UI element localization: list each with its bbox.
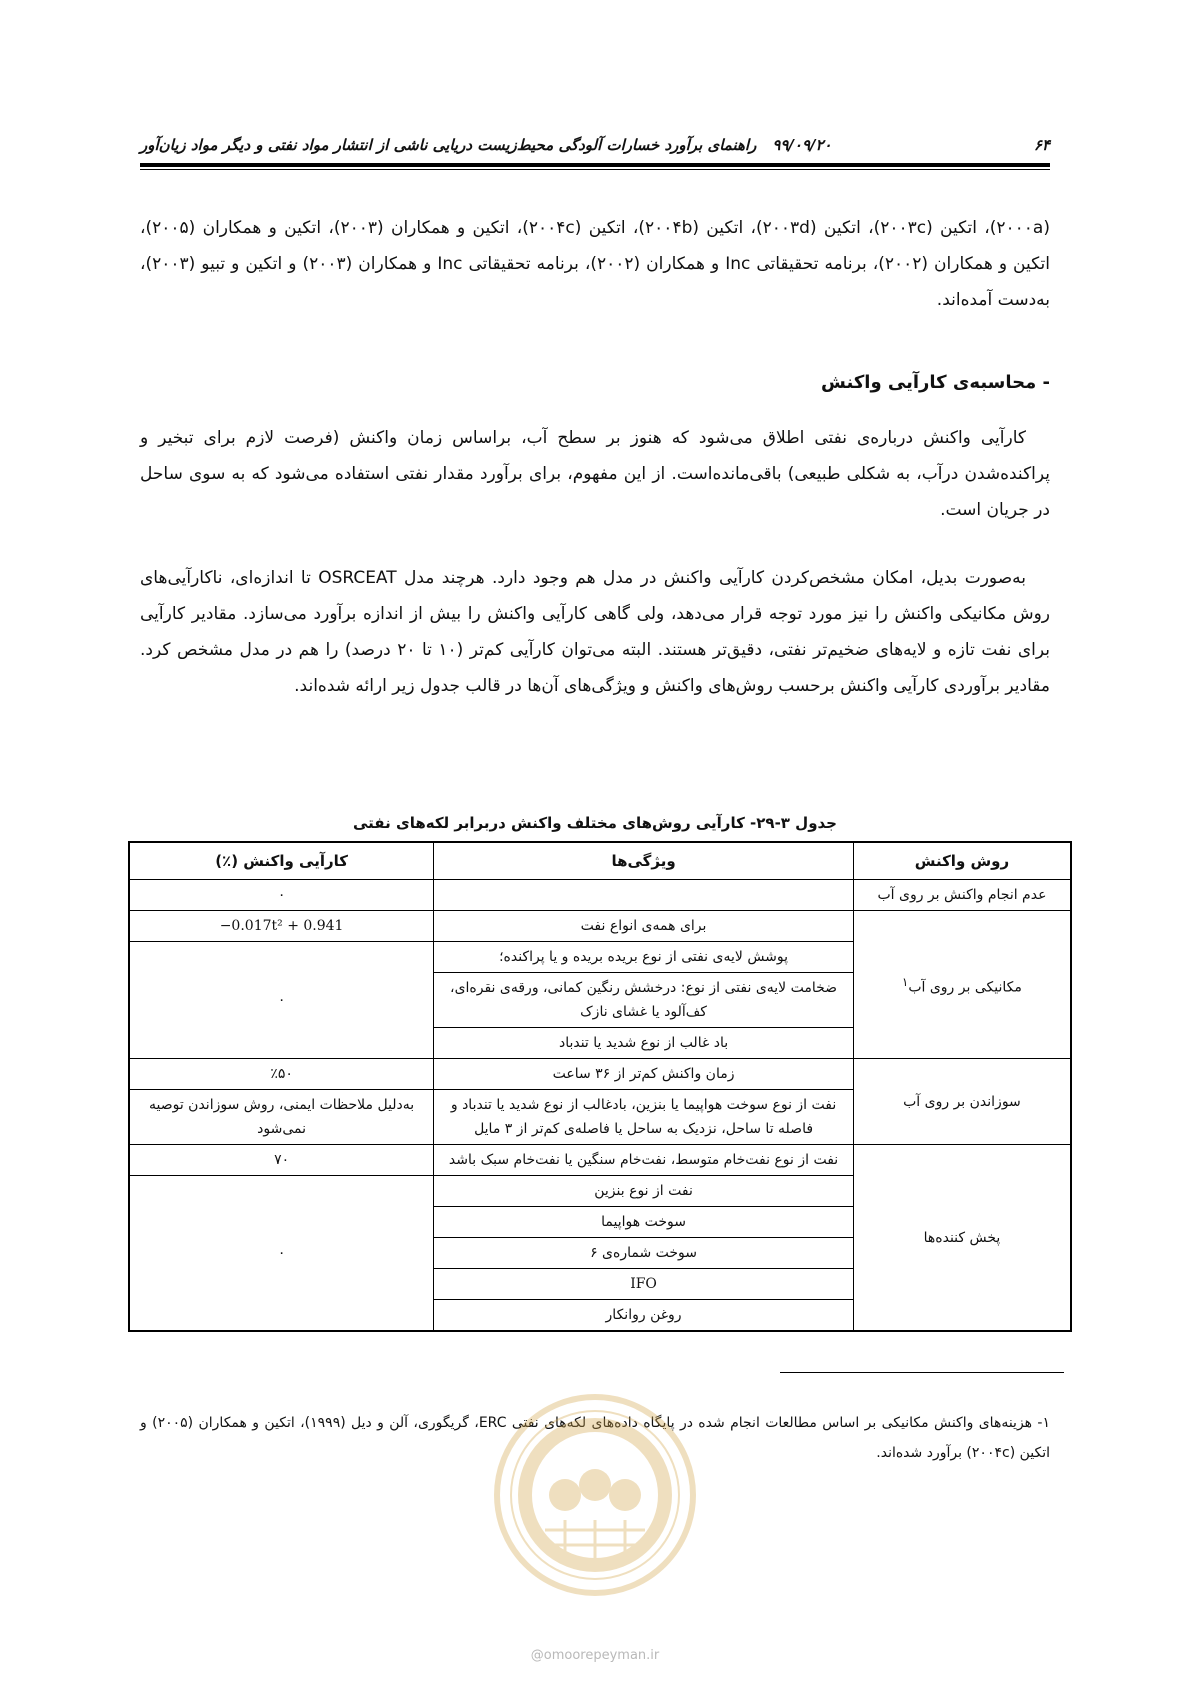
header-title: راهنمای برآورد خسارات آلودگی محیط‌زیست دریایی ناشی از انتشار مواد نفتی و دیگر مواد زیان‌آور [140,136,757,154]
header-title-group [140,136,832,154]
efficiency-formula: −0.017t² + 0.941 [219,918,344,934]
table-row [129,880,1071,911]
table-header-row [129,842,1071,880]
efficiency-cell: به‌دلیل ملاحظات ایمنی، روش سوزاندن توصیه نمی‌شود [129,1090,434,1145]
table-row [129,1059,1071,1090]
features-cell: نفت از نوع سوخت هواپیما یا بنزین، بادغالب از نوع شدید یا تندباد و فاصله تا ساحل، نزدیک به ساحل یا فاصله‌ی کم‌تر از ۳ مایل [434,1090,854,1145]
running-header [140,128,1050,162]
header-features: ویژگی‌ها [434,842,854,880]
efficiency-table [128,841,1072,1332]
header-rule-thin [140,169,1050,170]
watermark-logo [490,1390,700,1600]
efficiency-cell: ۰ [129,880,434,911]
method-cell: سوزاندن بر روی آب [853,1059,1071,1145]
header-method: روش واکنش [853,842,1071,880]
features-cell: پوشش لایه‌ی نفتی از نوع بریده بریده و یا پراکنده؛ [434,942,854,973]
table-row [129,911,1071,942]
page-number: ۶۴ [1033,136,1050,154]
features-cell: برای همه‌ی انواع نفت [434,911,854,942]
features-cell: زمان واکنش کم‌تر از ۳۶ ساعت [434,1059,854,1090]
table-caption: جدول ۳-۲۹- کارآیی روش‌های مختلف واکنش دربرابر لکه‌های نفتی [353,814,837,832]
method-cell: پخش کننده‌ها [853,1145,1071,1332]
method-cell: عدم انجام واکنش بر روی آب [853,880,1071,911]
paragraph-definition: کارآیی واکنش درباره‌ی نفتی اطلاق می‌شود که هنوز بر سطح آب، براساس زمان واکنش (فرصت لازم برای تبخیر و پراکنده‌شدن درآب، به شکلی طبیعی) باقی‌مانده‌است. از این مفهوم، برای برآورد مقدار نفتی استفاده می‌شود که به سوی ساحل در جریان است. [140,428,1050,520]
footnote-mark: ۱ [902,974,909,989]
efficiency-cell: ۷۰ [129,1145,434,1176]
features-cell: باد غالب از نوع شدید یا تندباد [434,1028,854,1059]
formula-cell [129,911,434,942]
paragraph-alternative: به‌صورت بدیل، امکان مشخص‌کردن کارآیی واکنش در مدل هم وجود دارد. هرچند مدل OSRCEAT تا اندازه‌ای، ناکارآیی‌های روش مکانیکی واکنش را نیز مورد توجه قرار می‌دهد، ولی گاهی کارآیی واکنش را بیش از اندازه برآورد می‌سازد. مقادیر کارآیی برای نفت تازه و لایه‌های ضخیم‌تر نفتی، دقیق‌تر هستند. البته می‌توان کارآیی کم‌تر (۱۰ تا ۲۰ درصد) را هم در مدل مشخص کرد. مقادیر برآوردی کارآیی واکنش برحسب روش‌های واکنش و ویژگی‌های آن‌ها در قالب جدول زیر ارائه شده‌اند. [140,568,1051,696]
paragraph-references: (۲۰۰۰a)، اتکین (۲۰۰۳c)، اتکین (۲۰۰۳d)، اتکین (۲۰۰۴b)، اتکین (۲۰۰۴c)، اتکین و همکاران (۲۰۰۳)، اتکین و همکاران (۲۰۰۵)، اتکین و همکاران (۲۰۰۲)، برنامه تحقیقاتی Inc و همکاران (۲۰۰۲)، برنامه تحقیقاتی Inc و همکاران (۲۰۰۳) و اتکین و تبیو (۲۰۰۳)، به‌دست آمده‌اند. [140,218,1050,310]
header-efficiency: کارآیی واکنش (٪) [129,842,434,880]
method-label: مکانیکی بر روی آب [908,979,1022,996]
footnote-rule [780,1372,1064,1373]
table-row [129,1145,1071,1176]
method-cell-mechanical [853,911,1071,1059]
footnote-text: ۱- هزینه‌های واکنش مکانیکی بر اساس مطالعات انجام شده در پایگاه داده‌های لکه‌های نفتی ERC، گریگوری، آلن و دیل (۱۹۹۹)، اتکین و همکاران (۲۰۰۵) و اتکین (۲۰۰۴c) برآورد شده‌اند. [140,1415,1051,1461]
header-date: ۹۹/۰۹/۲۰ [772,136,832,154]
features-cell: نفت از نوع نفت‌خام متوسط، نفت‌خام سنگین یا نفت‌خام سبک باشد [434,1145,854,1176]
features-cell: سوخت شماره‌ی ۶ [434,1238,854,1269]
features-cell [434,880,854,911]
features-cell: نفت از نوع بنزین [434,1176,854,1207]
watermark-site: @omoorepeyman.ir [530,1648,660,1663]
efficiency-cell: ٪۵۰ [129,1059,434,1090]
features-cell: سوخت هواپیما [434,1207,854,1238]
features-cell: ضخامت لایه‌ی نفتی از نوع: درخشش رنگین کمانی، ورقه‌ی نقره‌ای، کف‌آلود یا غشای نازک [434,973,854,1028]
header-rule-thick [140,163,1050,167]
efficiency-cell: ۰ [129,1176,434,1332]
features-cell: IFO [434,1269,854,1300]
efficiency-cell: ۰ [129,942,434,1059]
features-cell: روغن روانکار [434,1300,854,1332]
section-heading: - محاسبه‌ی کارآیی واکنش [821,372,1050,393]
